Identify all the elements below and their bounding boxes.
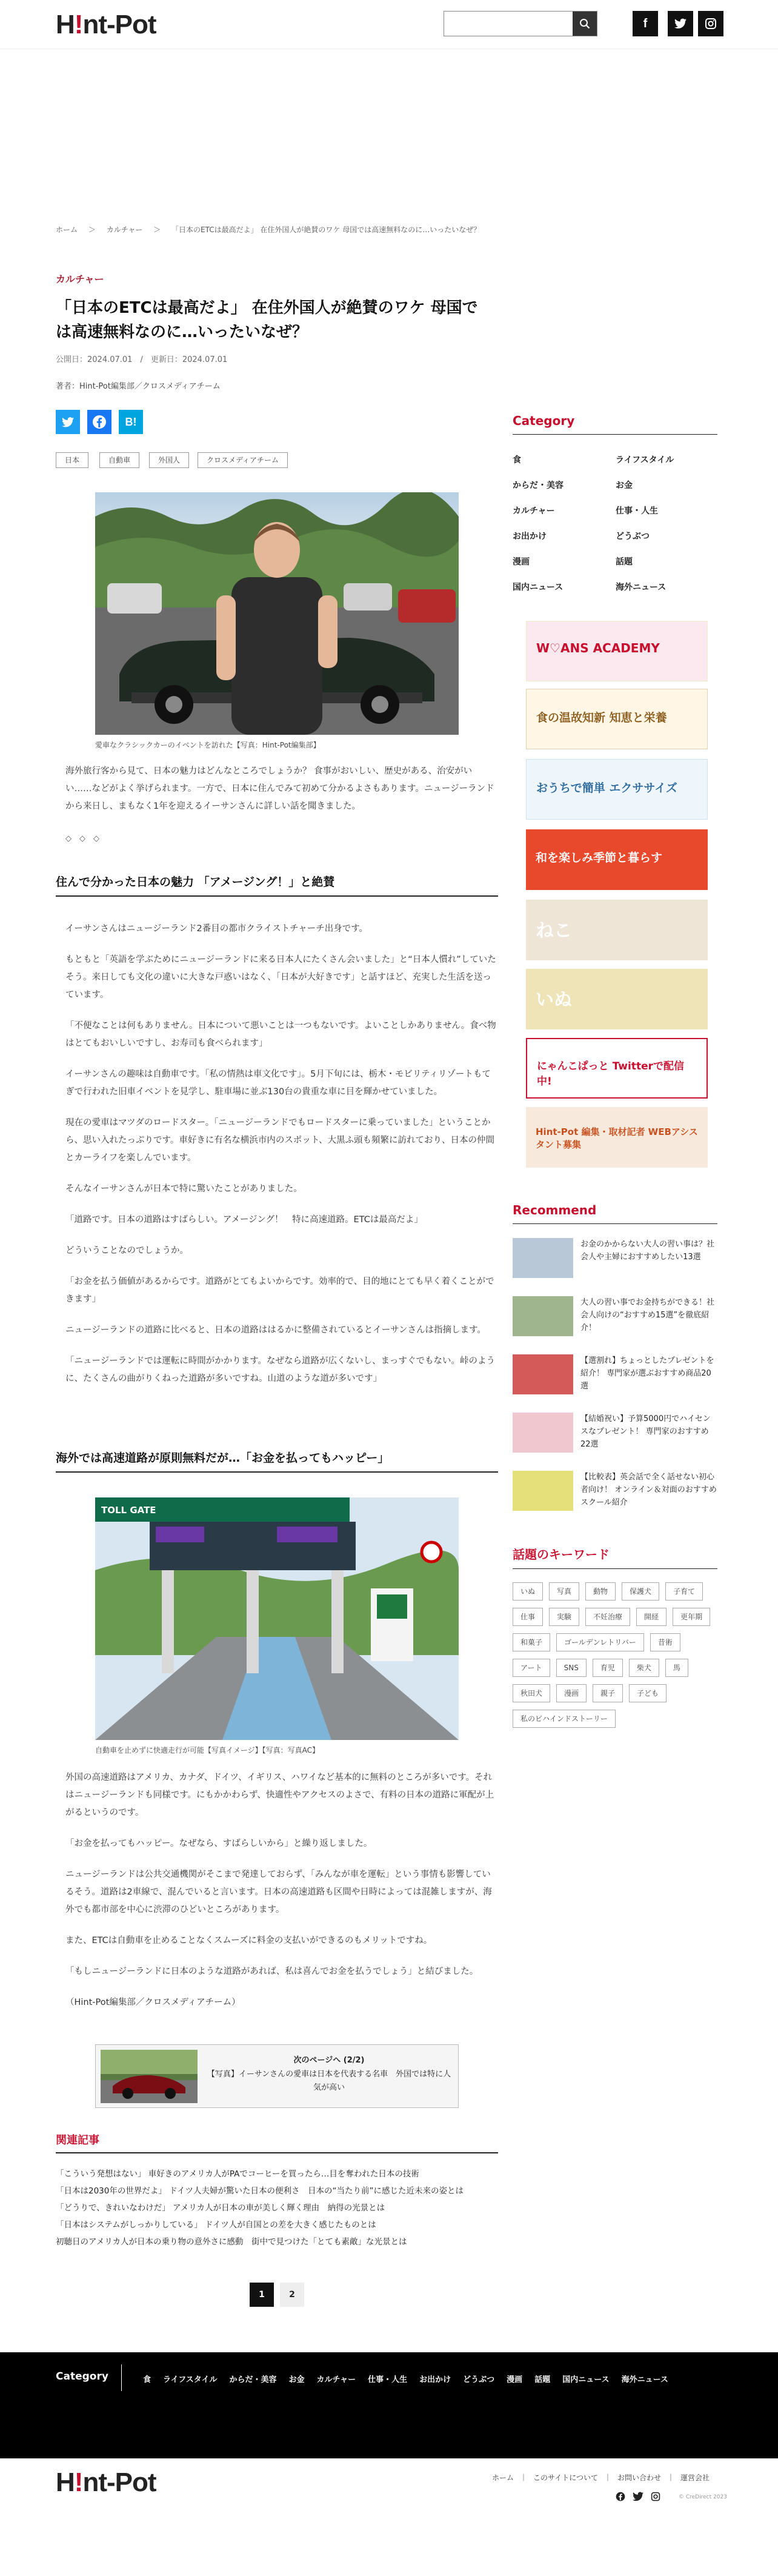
recommend-title: 【選割れ】ちょっとしたプレゼントを紹介！ 専門家が選ぶおすすめ商品20選 [580,1356,714,1391]
instagram-icon [705,18,717,30]
footer-link-about[interactable]: このサイトについて [533,2474,598,2482]
article-photo-1 [95,492,459,735]
recommend-thumbnail [513,1354,573,1394]
keyword-tag[interactable]: 不妊治療 [585,1608,630,1626]
article-intro: 海外旅行客から見て、日本の魅力はどんなところでしょうか？ 食事がおいしい、歴史がある、治安がいい……などがよく挙げられます。一方で、日本に住んでみて初めて分かるよさもあります。ニュージーランドから来日し、まもなく1年を迎えるイーサンさんに詳しい話を聞きました。 [65,766,494,811]
photo-1-caption: 愛車なクラシックカーのイベントを訪れた【写真：Hint-Pot編集部】 [95,741,321,749]
related-link[interactable]: 「こういう発想はない」 車好きのアメリカ人がPAでコーヒーを買ったら…目を奪われた日本の技術 [56,2169,419,2179]
related-link[interactable]: 「日本は2030年の世界だよ」 ドイツ人夫婦が驚いた日本の便利さ 日本の“当たり前”に感じた近未来の姿とは [56,2186,464,2196]
footer-sep: ｜ [667,2474,674,2482]
footer-link-home[interactable]: ホーム [492,2474,514,2482]
article-photo-2 [95,1497,459,1740]
breadcrumb-current: 「日本のETCは最高だよ」 在住外国人が絶賛のワケ 母国では高速無料なのに…いったいなぜ？ [171,226,481,234]
photo-2-caption: 自動車を止めずに快適走行が可能【写真イメージ】【写真：写真AC】 [95,1746,320,1755]
keyword-tag[interactable]: 親子 [593,1684,623,1702]
updated-date: 更新日：2024.07.01 [150,355,228,364]
footer-cat-link[interactable]: 国内ニュース [562,2375,610,2384]
keyword-tag[interactable]: 更年期 [673,1608,710,1626]
photo-etc-toll-gate [95,1497,459,1740]
related-list [56,2167,498,2252]
article-category[interactable]: カルチャー [56,273,104,285]
sidebar-category-heading: Category [513,413,717,435]
section-heading-2: 海外では高速道路が原則無料だが…「お金を払ってもハッピー」 [56,1449,498,1473]
paragraph: イーサンさんはニュージーランド2番目の都市クライストチャーチ出身です。 [65,924,368,934]
next-page-box[interactable] [95,2044,459,2108]
banner-food-wisdom[interactable]: 食の温故知新 知恵と栄養 [526,689,708,749]
recommend-title: 【結婚祝い】予算5000円でハイセンスなプレゼント！ 専門家のおすすめ22選 [580,1414,711,1449]
paragraph: 「もしニュージーランドに日本のような道路があれば、私は喜んでお金を払うでしょう」と結びました。 [65,1967,479,1976]
footer-cat-link[interactable]: どうぶつ [463,2375,495,2384]
footer-sep: ｜ [603,2474,611,2482]
keywords-heading: 話題のキーワード [513,1545,717,1569]
tag-item[interactable]: 外国人 [149,452,189,468]
footer-category-bar [0,2352,778,2458]
footer-cat-link[interactable]: 話題 [534,2375,551,2384]
recommend-thumbnail [513,1471,573,1511]
keyword-tag[interactable]: SNS [556,1659,587,1677]
sidebar-cat-link[interactable]: カルチャー [513,506,555,516]
banner-seasons[interactable]: 和を楽しみ季節と暮らす [526,829,708,890]
breadcrumb [56,224,489,235]
footer-cat-link[interactable]: カルチャー [316,2375,356,2384]
recommend-title: 大人の習い事でお金持ちができる！社会人向けの“おすすめ15選”を徹底紹介！ [580,1298,715,1333]
paragraph: 「ニュージーランドでは運転に時間がかかります。なぜなら道路が広くないし、まっすぐでもない。峠のように、たくさんの曲がりくねった道路が多いですね。山道のような道が多いです」 [65,1356,496,1383]
footer-links [492,2472,710,2483]
keyword-tag[interactable]: 子育て [665,1582,703,1601]
paragraph: ニュージーランドの道路に比べると、日本の道路ははるかに整備されているとイーサンさんは指摘します。 [65,1325,486,1335]
banner-recruit[interactable]: Hint-Pot 編集・取材記者 WEBアシスタント募集 [526,1107,708,1168]
sidebar-cat-link[interactable]: 食 [513,455,521,465]
banner-twitter[interactable]: にゃんこぱっと Twitterで配信中! [526,1038,708,1099]
keyword-tag[interactable]: 漫画 [556,1684,587,1702]
facebook-link[interactable] [633,11,658,36]
related-link[interactable]: 「どうりで、きれいなわけだ」 アメリカ人が日本の車が美しく輝く理由 納得の光景とは [56,2203,385,2213]
facebook-icon: f [643,16,648,30]
search-input[interactable] [444,12,573,36]
paragraph: （Hint-Pot編集部／クロスメディアチーム） [65,1998,241,2007]
paragraph: また、ETCは自動車を止めることなくスムーズに料金の支払いができるのもメリットですね。 [65,1936,433,1945]
keyword-tag[interactable]: 仕事 [513,1608,543,1626]
page-1-button[interactable]: 1 [250,2283,274,2307]
keyword-list [513,1582,717,1728]
footer-category-label: Category [56,2370,108,2383]
recommend-item[interactable] [513,1354,717,1398]
keyword-tag[interactable]: 動物 [585,1582,616,1601]
recommend-thumbnail [513,1238,573,1278]
keyword-tag[interactable]: 写真 [549,1582,579,1601]
footer-social [616,2492,660,2501]
sidebar-cat-link[interactable]: どうぶつ [616,532,650,541]
keyword-tag[interactable]: 実験 [549,1608,579,1626]
facebook-icon [92,415,107,429]
sidebar-cat-link[interactable]: からだ・美容 [513,481,564,490]
footer-cat-link[interactable]: お出かけ [419,2375,451,2384]
footer-link-contact[interactable]: お問い合わせ [617,2474,661,2482]
paragraph: どういうことなのでしょうか。 [65,1246,188,1256]
published-date: 公開日：2024.07.01 [56,355,133,364]
article-author: 著者：Hint-Pot編集部／クロスメディアチーム [56,382,221,391]
next-page-title: 【写真】イーサンさんの愛車は日本を代表する名車 外国では特に人気が高い [207,2070,451,2092]
tag-item[interactable]: 日本 [56,452,88,468]
keyword-tag[interactable]: 開経 [636,1608,667,1626]
footer-sep: ｜ [520,2474,528,2482]
search-button[interactable] [573,12,597,36]
keyword-tag[interactable]: 保護犬 [622,1582,659,1601]
keyword-tag[interactable]: 和菓子 [513,1633,550,1651]
tag-item[interactable]: 自動車 [99,452,139,468]
instagram-icon[interactable] [651,2492,660,2501]
photo-man-with-car [95,492,459,735]
sidebar-cat-link[interactable]: 話題 [616,557,633,567]
section-dots: ◇ ◇ ◇ [65,834,99,843]
banner-exercise[interactable]: おうちで簡単 エクササイズ [526,759,708,820]
search-form [444,11,597,36]
twitter-icon[interactable] [633,2492,643,2501]
recommend-item[interactable] [513,1471,717,1514]
keyword-tag[interactable]: 子ども [629,1684,667,1702]
keyword-tag[interactable]: 秋田犬 [513,1684,550,1702]
article-dates: 公開日：2024.07.01 / 更新日：2024.07.01 [56,355,228,364]
sidebar-cat-link[interactable]: 国内ニュース [513,583,564,592]
related-heading: 関連記事 [56,2132,498,2153]
footer-cat-link[interactable]: からだ・美容 [229,2375,277,2384]
breadcrumb-sep: ＞ [88,226,96,234]
sidebar-cat-link[interactable]: お金 [616,481,633,490]
footer-cat-link[interactable]: 海外ニュース [621,2375,668,2384]
keyword-tag[interactable]: 馬 [665,1659,688,1677]
footer-cat-link[interactable]: お金 [288,2375,305,2384]
sidebar-cat-link[interactable]: 漫画 [513,557,530,567]
footer-cat-link[interactable]: ライフスタイル [163,2375,218,2384]
footer-cat-link[interactable]: 漫画 [507,2375,523,2384]
article-body-1 [65,920,497,1388]
recommend-item[interactable] [513,1413,717,1456]
next-page-label: 次のページへ (2/2) [293,2056,365,2065]
recommend-item[interactable] [513,1296,717,1340]
recommend-thumbnail [513,1413,573,1453]
share-hatena-button[interactable] [119,410,143,434]
sidebar-cat-link[interactable]: 仕事・人生 [616,506,658,516]
paragraph: もともと「英語を学ぶためにニュージーランドに来る日本人にたくさん会いました」と“日本人慣れ”していたそう。来日しても文化の違いに大きな戸惑いはなく、「日本が大好きです」と話すほど、充実した生活を送っています。 [65,955,496,1000]
keyword-tag[interactable]: 柴犬 [629,1659,659,1677]
paragraph: 「不便なことは何もありません。日本について悪いことは一つもないです。よいことしかありません。食べ物はとてもおいしいですし、お寿司も食べられます」 [65,1021,496,1048]
svg-text:TOLL GATE: TOLL GATE [101,1505,156,1516]
next-page-thumbnail [101,2050,198,2103]
copyright: © CreDirect 2023 [679,2494,727,2500]
paragraph: 外国の高速道路はアメリカ、カナダ、ドイツ、イギリス、ハワイなど基本的に無料のところが多いです。それはニュージーランドも同様です。にもかかわらず、快適性やアクセスのよさで、有料の日本の道路に軍配が上がるというのです。 [65,1773,494,1818]
paragraph: イーサンさんの趣味は自動車です。「私の情熱は車文化です」。5月下旬には、栃木・モビリティリゾートもてぎで行われた旧車イベントを見学し、駐車場に並ぶ130台の貴重な車に目を輝かせていました。 [65,1069,491,1097]
keyword-tag[interactable]: 昔術 [650,1633,680,1651]
breadcrumb-culture[interactable]: カルチャー [106,226,143,234]
share-twitter-button[interactable] [56,410,80,434]
recommend-thumbnail [513,1296,573,1336]
twitter-icon [62,417,74,427]
paragraph: 現在の愛車はマツダのロードスター。「ニュージーランドでもロードスターに乗っていました」ということから、思い入れたっぷりです。車好きに有名な横浜市内のスポット、大黒ふ頭も頻繁に訪れており、日本の仲間とカーライフを楽しんでいます。 [65,1118,495,1163]
recommend-title: 【比較表】英会話で全く話せない初心者向け！ オンライン＆対面のおすすめスクール紹介 [580,1473,717,1507]
hatena-icon: B! [125,415,137,428]
recommend-heading: Recommend [513,1203,717,1224]
breadcrumb-home[interactable]: ホーム [56,226,78,234]
related-link[interactable]: 初聴日のアメリカ人が日本の乗り物の意外さに感動 街中で見つけた「とても素敵」な光景とは [56,2237,407,2247]
search-icon [579,18,590,29]
recommend-item[interactable] [513,1238,717,1282]
instagram-link[interactable] [698,11,723,36]
footer-logo[interactable]: H!nt-Pot [56,2467,156,2497]
paragraph: 「お金を払う価値があるからです。道路がとてもよいからです。効率的で、目的地にとても早く着くことができます」 [65,1277,494,1304]
banner-cats[interactable]: ねこ [526,900,708,960]
share-facebook-button[interactable] [87,410,111,434]
footer-category-links [143,2373,668,2384]
related-link[interactable]: 「日本はシステムがしっかりしている」 ドイツ人が自国との差を大きく感じたものとは [56,2220,376,2230]
paragraph: 「道路です。日本の道路はすばらしい。アメージング！ 特に高速道路。ETCは最高だよ」 [65,1215,423,1225]
keyword-tag[interactable]: 育児 [593,1659,623,1677]
banner-wans-academy[interactable]: W♡ANS ACADEMY [526,621,708,681]
twitter-icon [674,18,687,29]
article-body-2 [65,1769,497,2012]
paragraph: 「お金を払ってもハッピー。なぜなら、すばらしいから」と繰り返しました。 [65,1839,373,1848]
sidebar-cat-link[interactable]: ライフスタイル [616,455,674,465]
paragraph: そんなイーサンさんが日本で特に驚いたことがありました。 [65,1184,302,1194]
keyword-tag[interactable]: アート [513,1659,550,1677]
footer-divider [121,2364,122,2391]
sidebar-cat-link[interactable]: 海外ニュース [616,583,667,592]
twitter-link[interactable] [668,11,693,36]
recommend-title: お金のかからない大人の習い事は？社会人や主婦におすすめしたい13選 [580,1240,715,1262]
footer-link-company[interactable]: 運営会社 [680,2474,710,2482]
breadcrumb-sep: ＞ [153,226,161,234]
section-heading-1: 住んで分かった日本の魅力 「アメージング！」と絶賛 [56,873,498,897]
footer-cat-link[interactable]: 食 [143,2375,151,2384]
site-logo[interactable]: H!nt-Pot [56,10,156,39]
paragraph: ニュージーランドは公共交通機関がそこまで発達しておらず、「みんなが車を運転」という事情も影響しているそう。道路は2車線で、混んでいると言います。日本の高速道路も区間や日時によっては混雑しますが、海外でも都市部を中心に渋滞のひどいところがあります。 [65,1870,492,1915]
keyword-tag[interactable]: 私のビハインドストーリー [513,1710,616,1728]
banner-dogs[interactable]: いぬ [526,969,708,1029]
page-2-button[interactable]: 2 [280,2283,304,2307]
facebook-icon[interactable] [616,2492,625,2501]
footer-cat-link[interactable]: 仕事・人生 [368,2375,408,2384]
article-title: 「日本のETCは最高だよ」 在住外国人が絶賛のワケ 母国では高速無料なのに…いったいなぜ？ [56,299,478,341]
keyword-tag[interactable]: いぬ [513,1582,543,1601]
sidebar-cat-link[interactable]: お出かけ [513,532,547,541]
keyword-tag[interactable]: ゴールデンレトリバー [556,1633,644,1651]
tag-item[interactable]: クロスメディアチーム [198,452,288,468]
